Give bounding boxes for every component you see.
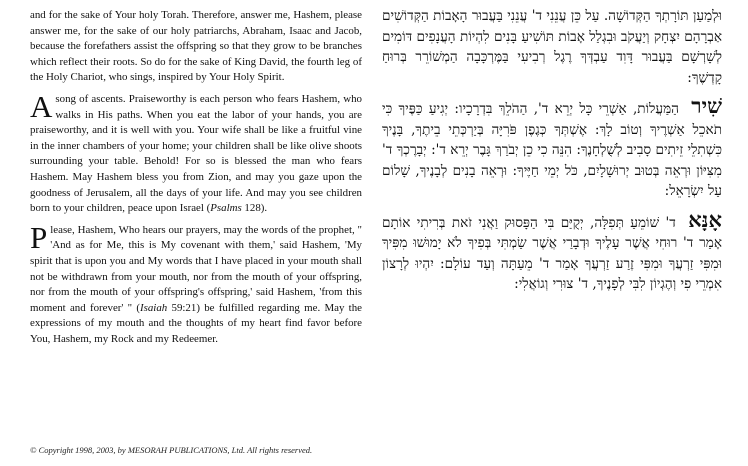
hebrew-paragraph-2-text: הַמַּעֲלוֹת, אַשְׁרֵי כָּל יְרֵא ד', הַהֹלֵךְ בִּדְרָכָיו: יְגִיעַ כַּפֶּיךָ כִּי תֹאכֵל אַשְׁרֶיךָ וְטוֹב לָךְ: אֶשְׁתְּךָ כְּגֶפֶן פֹּרִיָּה בְּיַרְכְּתֵי בֵיתֶךָ, בָּנֶיךָ כִּשְׁתִלֵי זֵיתִים סָבִיב לְשֻׁלְחָנֶךָ: הִנֵּה כִי כֵן יְבֹרַךְ גָּבֶר יְרֵא ד': יְבָרֶכְךָ ד' מִצִּיּוֹן וּרְאֵה בְּטוּב יְרוּשָׁלָיִם, כֹּל יְמֵי חַיֶּיךָ: וּרְאֵה בָנִים לְבָנֶיךָ, שָׁלוֹם עַל יִשְׂרָאֵל:: [382, 101, 722, 199]
hebrew-paragraph-3-text: ד' שׁוֹמֵעַ תְּפִלָּה, יְקֻיַּם בִּי הַפָּסוּק וַאֲנִי זֹאת בְּרִיתִי אוֹתָם אָמַר ד' רוּחִי אֲשֶׁר עָלֶיךָ וּדְבָרַי אֲשֶׁר שַׂמְתִּי בְּפִיךָ לֹא יָמוּשׁוּ מִפִּיךָ וּמִפִּי זַרְעֲךָ וּמִפִּי זֶרַע זַרְעֲךָ אָמַר ד' מֵעַתָּה וְעַד עוֹלָם: יִהְיוּ לְרָצוֹן אִמְרֵי פִי וְהֶגְיוֹן לִבִּי לְפָנֶיךָ, ד' צוּרִי וְגוֹאֲלִי:: [382, 214, 722, 292]
english-paragraph-3-end: 59:21) be fulfilled regarding me. May the expressions of my mouth and the thoughts of my heart find favor before You, Hashem, my Rock and my Redeemer.: [30, 301, 362, 345]
english-paragraph-3: [30, 219, 362, 348]
hebrew-paragraph-1: וּלְמַעַן תּוֹרָתְךָ הַקְּדוֹשָׁה. עַל כֵּן עֲנֵנִי ד' עֲנֵנִי בַּעֲבוּר הָאָבוֹת הַקְּדוֹשִׁים אַבְרָהָם יִצְחָק וְיַעֲקֹב וּבִגְלַל אָבוֹת תּוֹשִׁיעַ בָּנִים לִהְיוֹת הָעֲנָפִים דּוֹמִים לְשָׁרְשָׁם בַּעֲבוּר דָּוִד עַבְדְּךָ רֶגֶל רְבִיעִי בַּמֶּרְכָּבָה הַמְשׁוֹרֵר בְּרוּחַ קָדְשֶׁךָ:: [382, 8, 722, 86]
drop-cap: P: [30, 219, 48, 255]
hebrew-column: [382, 6, 722, 303]
english-paragraph-3-text: lease, Hashem, Who hears our prayers, may the words of the prophet, " 'And as for Me, this is My covenant with them,' said Hashem, 'My spirit that is upon you and My words that I have placed in your mouth shall not be withdrawn from your mouth, nor from the mouth of your offspring, nor from the mouth of your offspring's offspring,' said Hashem, 'from this moment and forever' " (: [30, 223, 362, 314]
english-paragraph-1: and for the sake of Your holy Torah. Therefore, answer me, Hashem, please answer me, for the sake of our holy patriarchs, Abraham, Isaac and Jacob, because the forefathers assist the offspring so that they grow to be branches which reflect their roots. So do for the sake of King David, the fourth leg of the Holy Chariot, who sings, inspired by Your Holy Spirit.: [30, 9, 362, 84]
hebrew-lead-word: אָנָּא: [688, 206, 722, 232]
english-paragraph-2-text: song of ascents. Praiseworthy is each person who fears Hashem, who walks in His paths. When you eat the labor of your hands, you are praiseworthy, and it is well with you. Your wife shall be like a fruitful vine in the inner chambers of your home; your children shall be like olive shoots surrounding your table. Behold! For so is blessed the man who fears Hashem. May Hashem bless you from Zion, and may you gaze upon the goodness of Jerusalem, all the days of your life. And may you see children born to your children, peace upon Israel (: [30, 92, 362, 215]
drop-cap: A: [30, 88, 53, 124]
hebrew-paragraph-3: [382, 206, 722, 295]
english-paragraph-2: [30, 88, 362, 217]
citation-book: Psalms: [210, 202, 242, 215]
citation-book: Isaiah: [140, 301, 168, 314]
citation-ref: 128).: [241, 202, 268, 215]
hebrew-paragraph-2: [382, 93, 722, 202]
copyright-footer: © Copyright 1998, 2003, by MESORAH PUBLICATIONS, Ltd. All rights reserved.: [30, 445, 313, 455]
hebrew-lead-word: שִׁיר: [691, 93, 722, 118]
english-column: [30, 8, 362, 353]
